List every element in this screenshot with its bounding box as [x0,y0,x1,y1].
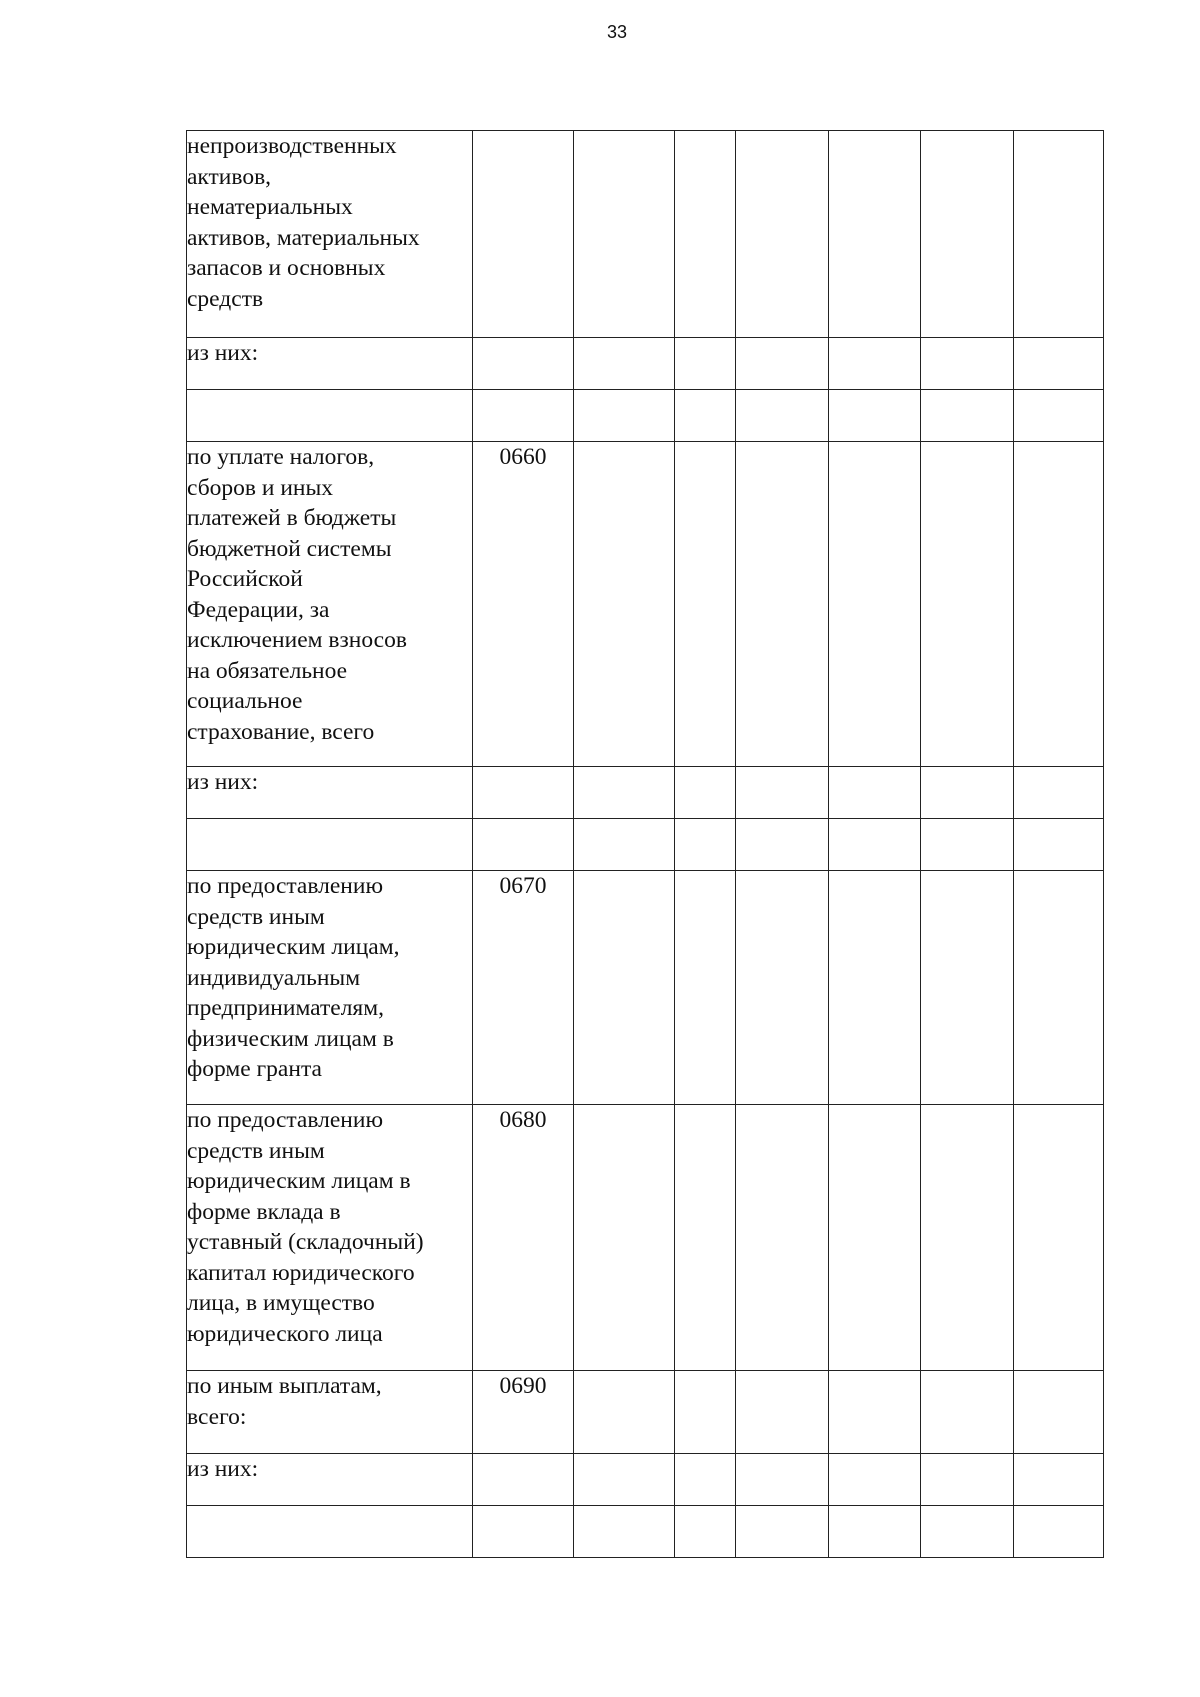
value-cell[interactable] [829,131,921,338]
value-cell[interactable] [675,1506,736,1558]
payments-table [186,130,1104,1558]
row-label-cell [187,131,473,338]
value-cell[interactable] [736,1506,829,1558]
row-code-cell [473,767,574,819]
value-cell[interactable] [1014,1371,1104,1454]
row-code-cell [473,1506,574,1558]
value-cell[interactable] [675,767,736,819]
row-label-cell [187,819,473,871]
row-label-cell [187,767,473,819]
row-code-cell [473,1454,574,1506]
row-code-cell [473,442,574,767]
value-cell[interactable] [921,767,1014,819]
value-cell[interactable] [675,442,736,767]
value-cell[interactable] [921,1105,1014,1371]
value-cell[interactable] [829,1371,921,1454]
value-cell[interactable] [736,338,829,390]
value-cell[interactable] [574,338,675,390]
value-cell[interactable] [574,131,675,338]
value-cell[interactable] [675,819,736,871]
row-label: из них: [187,340,259,366]
value-cell[interactable] [921,390,1014,442]
table-row [187,131,1104,338]
table-row [187,1506,1104,1558]
row-code: 0690 [499,1373,547,1399]
value-cell[interactable] [574,442,675,767]
value-cell[interactable] [921,442,1014,767]
value-cell[interactable] [829,1105,921,1371]
row-label-cell [187,390,473,442]
value-cell[interactable] [921,819,1014,871]
row-code-cell [473,338,574,390]
value-cell[interactable] [675,1454,736,1506]
value-cell[interactable] [1014,767,1104,819]
value-cell[interactable] [736,1371,829,1454]
value-cell[interactable] [736,442,829,767]
value-cell[interactable] [736,390,829,442]
value-cell[interactable] [1014,1454,1104,1506]
value-cell[interactable] [574,871,675,1105]
value-cell[interactable] [829,767,921,819]
row-label: по уплате налогов, сборов и иных платежей в бюджеты бюджетной системы Российской Федерации, за исключением взносов на обязательное социальное страхование, всего [187,444,407,745]
value-cell[interactable] [829,390,921,442]
value-cell[interactable] [829,871,921,1105]
value-cell[interactable] [736,1105,829,1371]
row-code: 0660 [499,444,547,470]
value-cell[interactable] [574,819,675,871]
value-cell[interactable] [675,131,736,338]
row-code-cell [473,819,574,871]
row-label: по иным выплатам, всего: [187,1373,382,1430]
row-label: по предоставлению средств иным юридическим лицам, индивидуальным предпринимателям, физическим лицам в форме гранта [187,873,400,1082]
value-cell[interactable] [736,819,829,871]
value-cell[interactable] [829,1454,921,1506]
page-number: 33 [606,22,628,42]
table-row [187,819,1104,871]
value-cell[interactable] [736,1454,829,1506]
value-cell[interactable] [675,871,736,1105]
value-cell[interactable] [1014,1506,1104,1558]
table-row [187,1105,1104,1371]
row-label-cell [187,442,473,767]
value-cell[interactable] [921,1371,1014,1454]
row-label-cell [187,1454,473,1506]
row-code-cell [473,871,574,1105]
row-code-cell [473,1371,574,1454]
table-row [187,767,1104,819]
row-label: непроизводственных активов, нематериальных активов, материальных запасов и основных средств [187,133,420,312]
value-cell[interactable] [574,390,675,442]
table-row [187,1371,1104,1454]
value-cell[interactable] [574,767,675,819]
value-cell[interactable] [1014,338,1104,390]
value-cell[interactable] [736,131,829,338]
value-cell[interactable] [574,1105,675,1371]
row-label: по предоставлению средств иным юридическим лицам в форме вклада в уставный (складочный) капитал юридического лица, в имущество юридического лица [187,1107,424,1347]
row-code: 0680 [499,1107,547,1133]
row-code-cell [473,131,574,338]
value-cell[interactable] [1014,131,1104,338]
value-cell[interactable] [574,1506,675,1558]
table-row [187,390,1104,442]
value-cell[interactable] [736,767,829,819]
value-cell[interactable] [675,1105,736,1371]
row-label-cell [187,1506,473,1558]
value-cell[interactable] [921,131,1014,338]
value-cell[interactable] [829,1506,921,1558]
row-label: из них: [187,769,259,795]
row-code: 0670 [499,873,547,899]
value-cell[interactable] [1014,1105,1104,1371]
value-cell[interactable] [675,390,736,442]
row-label-cell [187,1371,473,1454]
value-cell[interactable] [574,1371,675,1454]
value-cell[interactable] [921,1506,1014,1558]
value-cell[interactable] [675,1371,736,1454]
value-cell[interactable] [1014,390,1104,442]
value-cell[interactable] [829,442,921,767]
row-code-cell [473,390,574,442]
row-code-cell [473,1105,574,1371]
table-row [187,871,1104,1105]
value-cell[interactable] [574,1454,675,1506]
row-label-cell [187,871,473,1105]
row-label-cell [187,338,473,390]
value-cell[interactable] [921,871,1014,1105]
value-cell[interactable] [675,338,736,390]
row-label: из них: [187,1456,259,1482]
value-cell[interactable] [736,871,829,1105]
value-cell[interactable] [1014,442,1104,767]
table-row [187,442,1104,767]
value-cell[interactable] [921,338,1014,390]
value-cell[interactable] [829,819,921,871]
value-cell[interactable] [1014,819,1104,871]
value-cell[interactable] [921,1454,1014,1506]
table-row [187,338,1104,390]
table-row [187,1454,1104,1506]
value-cell[interactable] [1014,871,1104,1105]
value-cell[interactable] [829,338,921,390]
row-label-cell [187,1105,473,1371]
